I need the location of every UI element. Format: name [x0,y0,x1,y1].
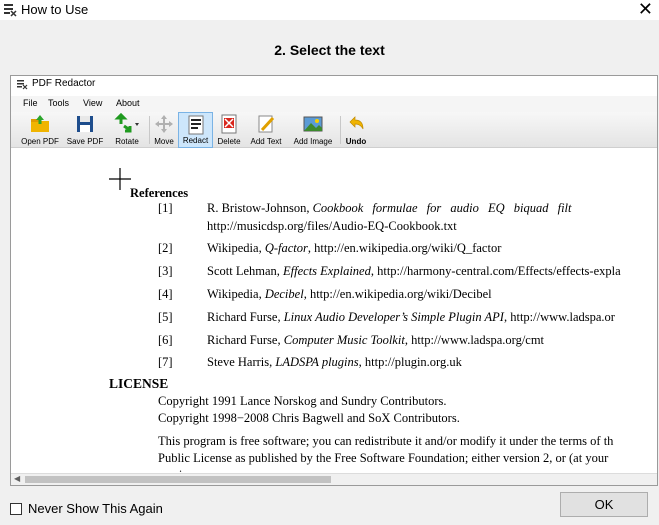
pdf-redactor-icon [17,79,28,90]
add-text-label: Add Text [250,137,282,146]
redact-label: Redact [182,136,209,145]
save-pdf-icon [75,114,95,134]
references-heading: References [130,186,189,200]
copyright-line: Copyright 1991 Lance Norskog and Sundry Contributors. [158,394,447,408]
reference-number: [1] [158,201,173,215]
reference-number: [4] [158,287,173,301]
app-icon [3,3,17,17]
step-heading: 2. Select the text [274,42,385,58]
license-heading: LICENSE [109,376,169,391]
window-titlebar [0,0,659,20]
app-toolbar [11,112,657,148]
reference-number: [7] [158,355,173,369]
reference-text: Richard Furse, Linux Audio Developer’s Simple Plugin API, http://www.ladspa.or [207,310,615,324]
horizontal-scrollbar[interactable] [11,473,657,485]
never-show-label[interactable]: Never Show This Again [28,501,163,516]
save-pdf-label: Save PDF [66,137,104,146]
reference-number: [5] [158,310,173,324]
license-paragraph-line: This program is free software; you can redistribute it and/or modify it under the terms of th [158,434,614,448]
rotate-button[interactable] [107,112,147,148]
undo-button[interactable] [342,112,370,148]
menu-view[interactable]: View [83,98,103,108]
menu-tools[interactable]: Tools [48,98,70,108]
redact-button[interactable] [178,112,213,148]
redact-icon [186,115,206,135]
reference-text: Wikipedia, Q-factor, http://en.wikipedia.org/wiki/Q_factor [207,241,502,255]
rotate-icon [114,114,140,134]
toolbar-separator [340,116,341,144]
move-icon [153,114,175,134]
copyright-line: Copyright 1998−2008 Chris Bagwell and SoX Contributors. [158,411,460,425]
reference-url: http://musicdsp.org/files/Audio-EQ-Cookbook.txt [207,219,457,233]
app-menubar [11,96,657,112]
window-title: How to Use [21,2,89,17]
menu-file[interactable]: File [23,98,38,108]
license-paragraph-line: Public License as published by the Free Software Foundation; either version 2, or (at your [158,451,609,465]
reference-number: [2] [158,241,173,255]
delete-icon [219,114,239,134]
delete-label: Delete [217,137,241,146]
delete-button[interactable] [214,112,244,148]
never-show-checkbox[interactable] [10,503,22,515]
reference-number: [6] [158,333,173,347]
app-titlebar [11,76,657,94]
add-text-button[interactable] [246,112,286,148]
rotate-label: Rotate [115,137,139,146]
undo-label: Undo [345,137,367,146]
open-pdf-label: Open PDF [21,137,59,146]
add-image-button[interactable] [290,112,336,148]
save-pdf-button[interactable] [64,112,106,148]
reference-text: R. Bristow-Johnson, Cookbook formulae for audio EQ biquad filt [207,201,572,215]
move-label: Move [154,137,174,146]
open-pdf-icon [29,114,51,134]
move-button[interactable] [151,112,177,148]
add-image-label: Add Image [293,137,333,146]
add-text-icon [256,114,276,134]
scroll-left-icon[interactable]: ◀ [14,474,21,483]
reference-text: Scott Lehman, Effects Explained, http://harmony-central.com/Effects/effects-expla [207,264,621,278]
reference-text: Wikipedia, Decibel, http://en.wikipedia.org/wiki/Decibel [207,287,492,301]
undo-icon [346,114,366,134]
crosshair-cursor-icon [109,168,131,190]
scrollbar-thumb[interactable] [25,476,331,483]
pdf-document-view[interactable] [11,149,657,473]
app-title: PDF Redactor [32,78,96,89]
toolbar-separator [149,116,150,144]
add-image-icon [302,114,324,134]
ok-button[interactable]: OK [560,492,648,517]
reference-text: Steve Harris, LADSPA plugins, http://plugin.org.uk [207,355,462,369]
reference-number: [3] [158,264,173,278]
close-icon[interactable]: ✕ [637,0,653,20]
menu-about[interactable]: About [116,98,140,108]
open-pdf-button[interactable] [16,112,64,148]
app-screenshot-frame [10,75,658,486]
reference-text: Richard Furse, Computer Music Toolkit, http://www.ladspa.org/cmt [207,333,545,347]
